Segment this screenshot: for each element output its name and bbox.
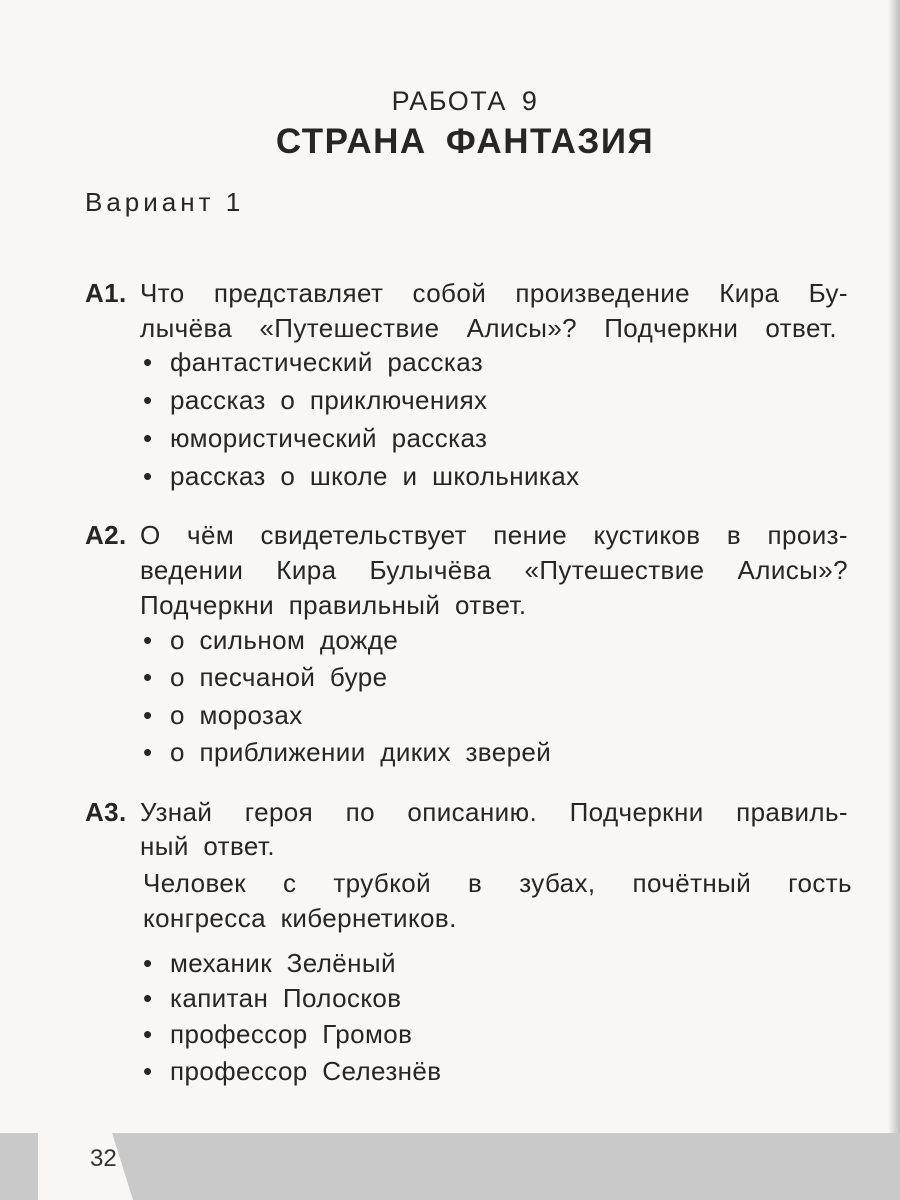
hero-description-line: конгресса кибернетиков. [143, 903, 457, 933]
question-text-line: Узнай героя по описанию. Подчеркни правиль- [140, 797, 848, 827]
answer-option[interactable]: о песчаной буре [170, 662, 388, 692]
variant-label: Вариант 1 [85, 187, 245, 217]
answer-option[interactable]: о сильном дожде [170, 625, 399, 655]
answer-option[interactable]: о морозах [170, 700, 303, 730]
question-text-line: лычёва «Путешествие Алисы»? Подчеркни ответ. [140, 313, 837, 343]
question-number: А2. [85, 520, 127, 550]
answer-option[interactable]: профессор Селезнёв [170, 1056, 442, 1086]
question-text-line: О чём свидетельствует пение кустиков в произ- [140, 520, 848, 550]
answer-option[interactable]: юмористический рассказ [170, 423, 488, 453]
bullet: • [143, 385, 153, 415]
answer-option[interactable]: рассказ о приключениях [170, 385, 488, 415]
bullet: • [143, 700, 153, 730]
answer-option[interactable]: профессор Громов [170, 1019, 413, 1049]
bullet: • [143, 347, 153, 377]
question-number: А1. [85, 278, 127, 308]
bullet: • [143, 948, 153, 978]
answer-option[interactable]: о приближении диких зверей [170, 737, 552, 767]
answer-option[interactable]: капитан Полосков [170, 983, 402, 1013]
page-edge-shadow [888, 0, 900, 1200]
bullet: • [143, 1019, 153, 1049]
bullet: • [143, 423, 153, 453]
answer-option[interactable]: механик Зелёный [170, 948, 396, 978]
answer-option[interactable]: фантастический рассказ [170, 347, 484, 377]
bullet: • [143, 737, 153, 767]
page-number-tab [38, 1133, 133, 1200]
footer-band [0, 1133, 900, 1200]
work-number: РАБОТА 9 [391, 86, 539, 116]
question-text-line: Подчеркни правильный ответ. [140, 590, 527, 620]
answer-option[interactable]: рассказ о школе и школьниках [170, 461, 580, 491]
hero-description-line: Человек с трубкой в зубах, почётный гость [143, 868, 852, 898]
bullet: • [143, 1056, 153, 1086]
bullet: • [143, 461, 153, 491]
bullet: • [143, 625, 153, 655]
bullet: • [143, 662, 153, 692]
question-text-line: Что представляет собой произведение Кира Бу- [140, 278, 848, 308]
bullet: • [143, 983, 153, 1013]
page-number: 32 [90, 1145, 117, 1172]
question-text-line: ный ответ. [140, 831, 275, 861]
question-number: А3. [85, 797, 127, 827]
question-text-line: ведении Кира Булычёва «Путешествие Алисы»? [140, 555, 848, 585]
page-title: СТРАНА ФАНТАЗИЯ [275, 122, 655, 161]
